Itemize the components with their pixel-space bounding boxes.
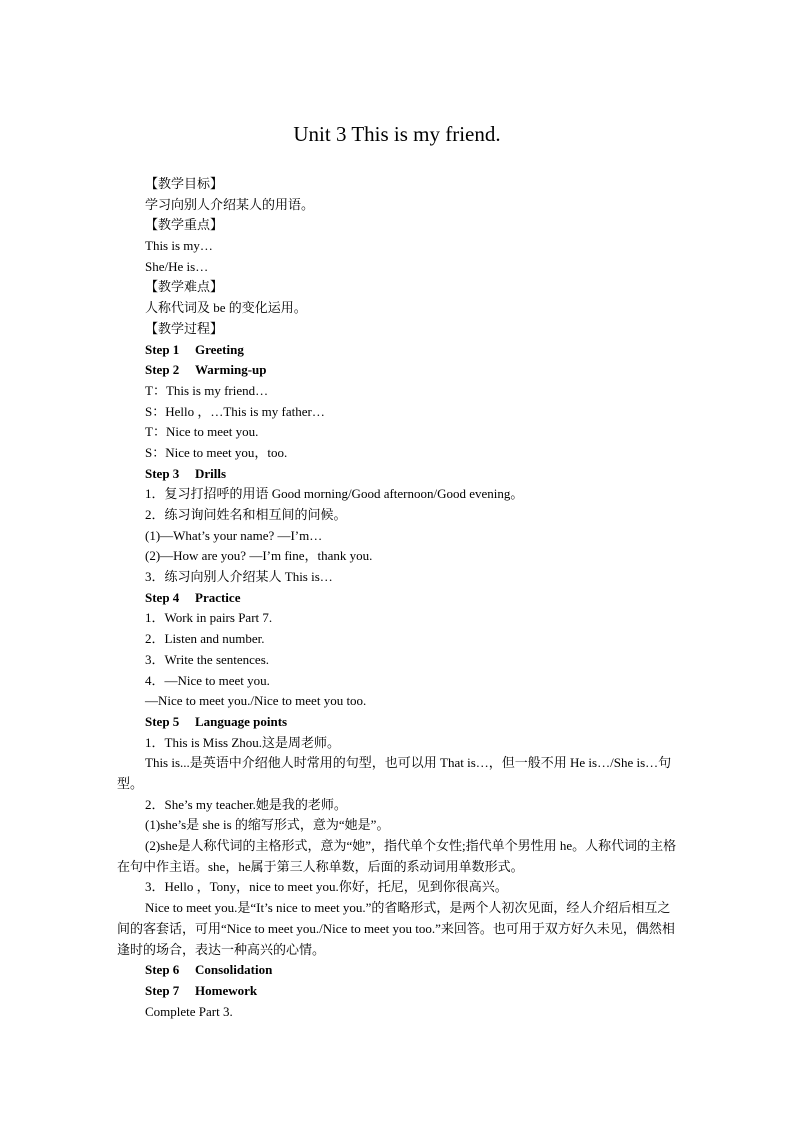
language-point: 2．She’s my teacher.她是我的老师。 (145, 796, 347, 812)
step-number: Step 6 (145, 962, 180, 978)
step-number: Step 4 (145, 589, 180, 605)
step-1-heading (145, 340, 680, 361)
step-3-heading (145, 464, 680, 485)
step-name: Drills (195, 465, 227, 481)
step-name: Practice (195, 589, 241, 605)
step-name: Language points (195, 713, 288, 729)
objectives-heading: 【教学目标】 (145, 176, 224, 191)
step-number: Step 5 (145, 713, 180, 729)
practice-line: —Nice to meet you./Nice to meet you too. (145, 693, 367, 709)
language-point: 1．This is Miss Zhou.这是周老师。 (145, 734, 341, 750)
language-point-explanation: (2)she是人称代词的主格形式，意为“她”，指代单个女性;指代单个男性用 he。人称代词的主格在句中作主语。she，he属于第三人称单数，后面的系动词用单数形式。 (117, 838, 677, 874)
language-point-explanation: (1)she’s是 she is 的缩写形式，意为“她是”。 (145, 817, 390, 833)
step-name: Warming-up (195, 362, 267, 378)
practice-line: 1．Work in pairs Part 7. (145, 610, 273, 626)
step-4-heading (145, 588, 680, 609)
step-number: Step 7 (145, 982, 180, 998)
key-point-line: This is my… (145, 238, 213, 254)
language-point-explanation: Nice to meet you.是“It’s nice to meet you.”的省略形式，是两个人初次见面，经人介绍后相互之间的客套话，可用“Nice to meet you./Nice to meet you too.”来回答。也可用于双方好久未见，偶然相逢时的场合，表达一种高兴的心情。 (117, 900, 675, 957)
drill-line: (1)—What’s your name? —I’m… (145, 527, 323, 543)
step-number: Step 3 (145, 465, 180, 481)
difficulties-text: 人称代词及 be 的变化运用。 (145, 300, 307, 316)
dialogue-line: S：Hello ，…This is my father… (145, 403, 325, 419)
homework-text: Complete Part 3. (145, 1003, 233, 1019)
key-points-heading: 【教学重点】 (145, 217, 224, 233)
dialogue-line: T：This is my friend… (145, 382, 269, 398)
step-2-heading (145, 360, 680, 381)
page-title: Unit 3 This is my friend. (293, 122, 501, 146)
drill-line: (2)—How are you? —I’m fine，thank you. (145, 548, 373, 564)
step-number: Step 1 (145, 341, 180, 357)
step-name: Homework (195, 982, 258, 998)
step-number: Step 2 (145, 362, 180, 378)
step-name: Greeting (195, 341, 244, 357)
key-point-line: She/He is… (145, 258, 209, 274)
lesson-plan-body (117, 174, 680, 1022)
language-point: 3．Hello ，Tony，nice to meet you.你好，托尼，见到你很高兴。 (145, 879, 508, 895)
language-point-explanation: This is...是英语中介绍他人时常用的句型，也可以用 That is…，但一般不用 He is…/She is…句型。 (117, 755, 672, 791)
drill-line: 3．练习向别人介绍某人 This is… (145, 569, 333, 585)
practice-line: 2．Listen and number. (145, 631, 265, 647)
step-7-heading (145, 981, 680, 1002)
process-heading: 【教学过程】 (145, 320, 224, 336)
step-5-heading (145, 712, 680, 733)
dialogue-line: T：Nice to meet you. (145, 424, 259, 440)
practice-line: 3．Write the sentences. (145, 651, 270, 667)
dialogue-line: S：Nice to meet you，too. (145, 444, 288, 460)
drill-line: 2．练习询问姓名和相互间的问候。 (145, 507, 347, 522)
practice-line: 4．—Nice to meet you. (145, 672, 270, 688)
drill-line: 1．复习打招呼的用语 Good morning/Good afternoon/Good evening。 (145, 486, 524, 502)
objectives-text: 学习向别人介绍某人的用语。 (145, 196, 315, 212)
step-6-heading (145, 960, 680, 981)
step-name: Consolidation (195, 962, 273, 978)
difficulties-heading: 【教学难点】 (145, 279, 224, 295)
